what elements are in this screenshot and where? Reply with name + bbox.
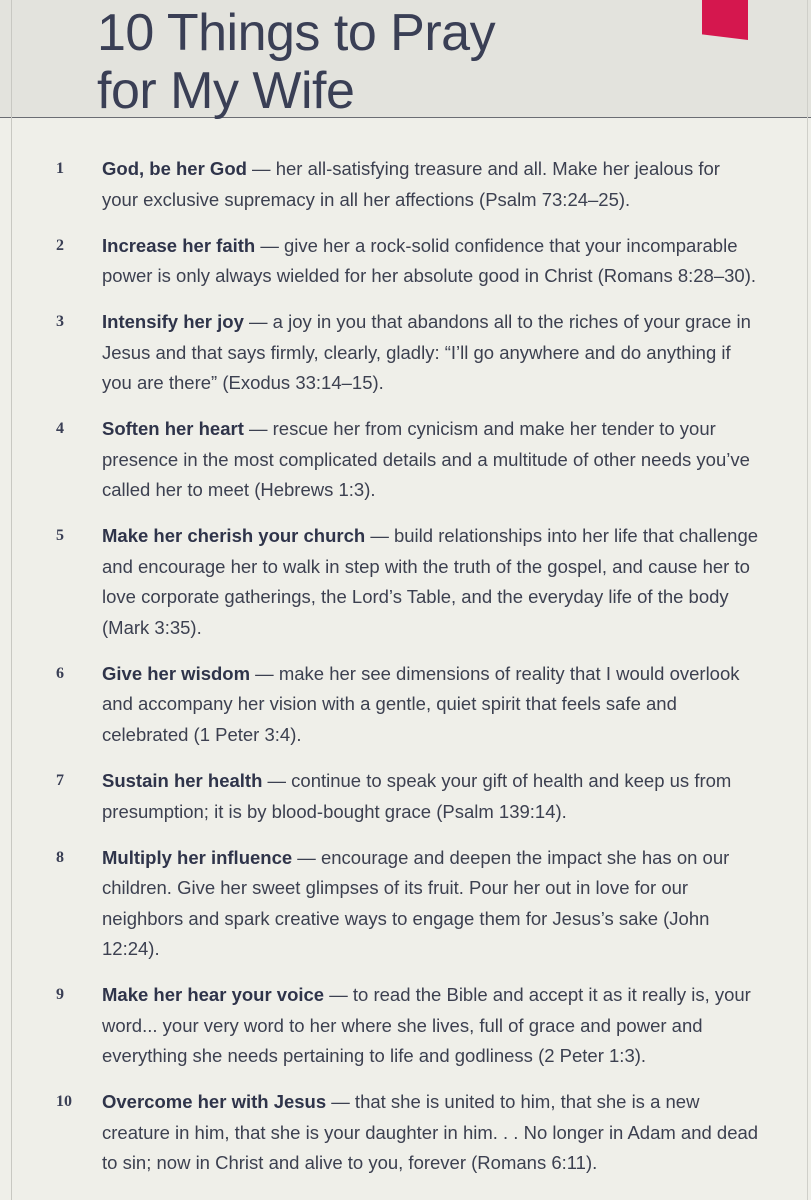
item-heading: Increase her faith [102, 234, 256, 256]
prayer-item-3 [0, 307, 811, 399]
prayer-item-1 [0, 154, 811, 215]
title-line-2: for My Wife [97, 62, 355, 120]
item-text: — her all-satisfying treasure and all. Make her jealous for your exclusive supremacy in all her affections (Psalm 73:24–25). [102, 158, 720, 210]
item-number: 4 [56, 420, 64, 438]
item-heading: Make her cherish your church [102, 525, 366, 547]
item-heading: Make her hear your voice [102, 984, 325, 1006]
item-text: — that she is united to him, that she is a new creature in him, that she is your daughter in him. . . No longer in Adam and dead to sin; now in Christ and alive to you, forever (Romans 6:11). [102, 1091, 759, 1174]
item-heading: Intensify her joy [102, 311, 244, 333]
item-text: — give her a rock-solid confidence that your incomparable power is only always wielded for her absolute good in Christ (Romans 8:28–30). [102, 234, 757, 287]
prayer-item-2 [0, 231, 811, 292]
item-number: 3 [56, 313, 64, 331]
item-number: 2 [56, 236, 64, 254]
prayer-item-6 [0, 659, 811, 751]
item-number: 7 [56, 772, 64, 790]
title-line-1: 10 Things to Pray [97, 4, 496, 62]
prayer-list [0, 154, 811, 1194]
item-number: 9 [56, 986, 64, 1004]
prayer-item-8 [0, 843, 811, 965]
item-heading: Sustain her health [102, 770, 263, 792]
item-text: — continue to speak your gift of health and keep us from presumption; it is by blood-bought grace (Psalm 139:14). [102, 770, 732, 822]
bookmark-ribbon [702, 0, 748, 40]
item-number: 10 [56, 1093, 72, 1111]
prayer-item-5 [0, 521, 811, 643]
item-text: — to read the Bible and accept it as it really is, your word... your very word to her where she lives, full of grace and power and everything she needs pertaining to life and godliness (2 Peter 1:3). [102, 984, 751, 1067]
item-number: 8 [56, 848, 64, 866]
item-text: — encourage and deepen the impact she has on our children. Give her sweet glimpses of its fruit. Pour her out in love for our neighbors and spark creative ways to engage them for Jesus’s sake (John 12:24). [102, 846, 730, 960]
item-text: — a joy in you that abandons all to the riches of your grace in Jesus and that says firmly, clearly, gladly: “I’ll go anywhere and do anything if you are there” (Exodus 33:14–15). [102, 311, 751, 394]
item-text: — make her see dimensions of reality that I would overlook and accompany her vision with a gentle, quiet spirit that feels safe and celebrated (1 Peter 3:4). [102, 662, 740, 745]
item-number: 1 [56, 160, 64, 177]
item-number: 5 [56, 527, 64, 545]
item-heading: Soften her heart [102, 418, 244, 440]
prayer-item-10 [0, 1087, 811, 1179]
item-text: — rescue her from cynicism and make her tender to your presence in the most complicated details and a multitude of other needs you’ve called her to meet (Hebrews 1:3). [102, 418, 750, 501]
page-title [97, 4, 495, 120]
item-number: 6 [56, 664, 64, 682]
prayer-item-9 [0, 980, 811, 1072]
item-heading: Multiply her influence [102, 846, 293, 868]
item-heading: Overcome her with Jesus [102, 1091, 327, 1113]
item-heading: Give her wisdom [102, 662, 251, 684]
item-heading: God, be her God [102, 158, 247, 179]
item-text: — build relationships into her life that challenge and encourage her to walk in step with the truth of the gospel, and cause her to love corporate gatherings, the Lord’s Table, and the everyday life of the body (Mark 3:35). [102, 525, 759, 638]
prayer-item-7 [0, 766, 811, 827]
prayer-item-4 [0, 414, 811, 506]
